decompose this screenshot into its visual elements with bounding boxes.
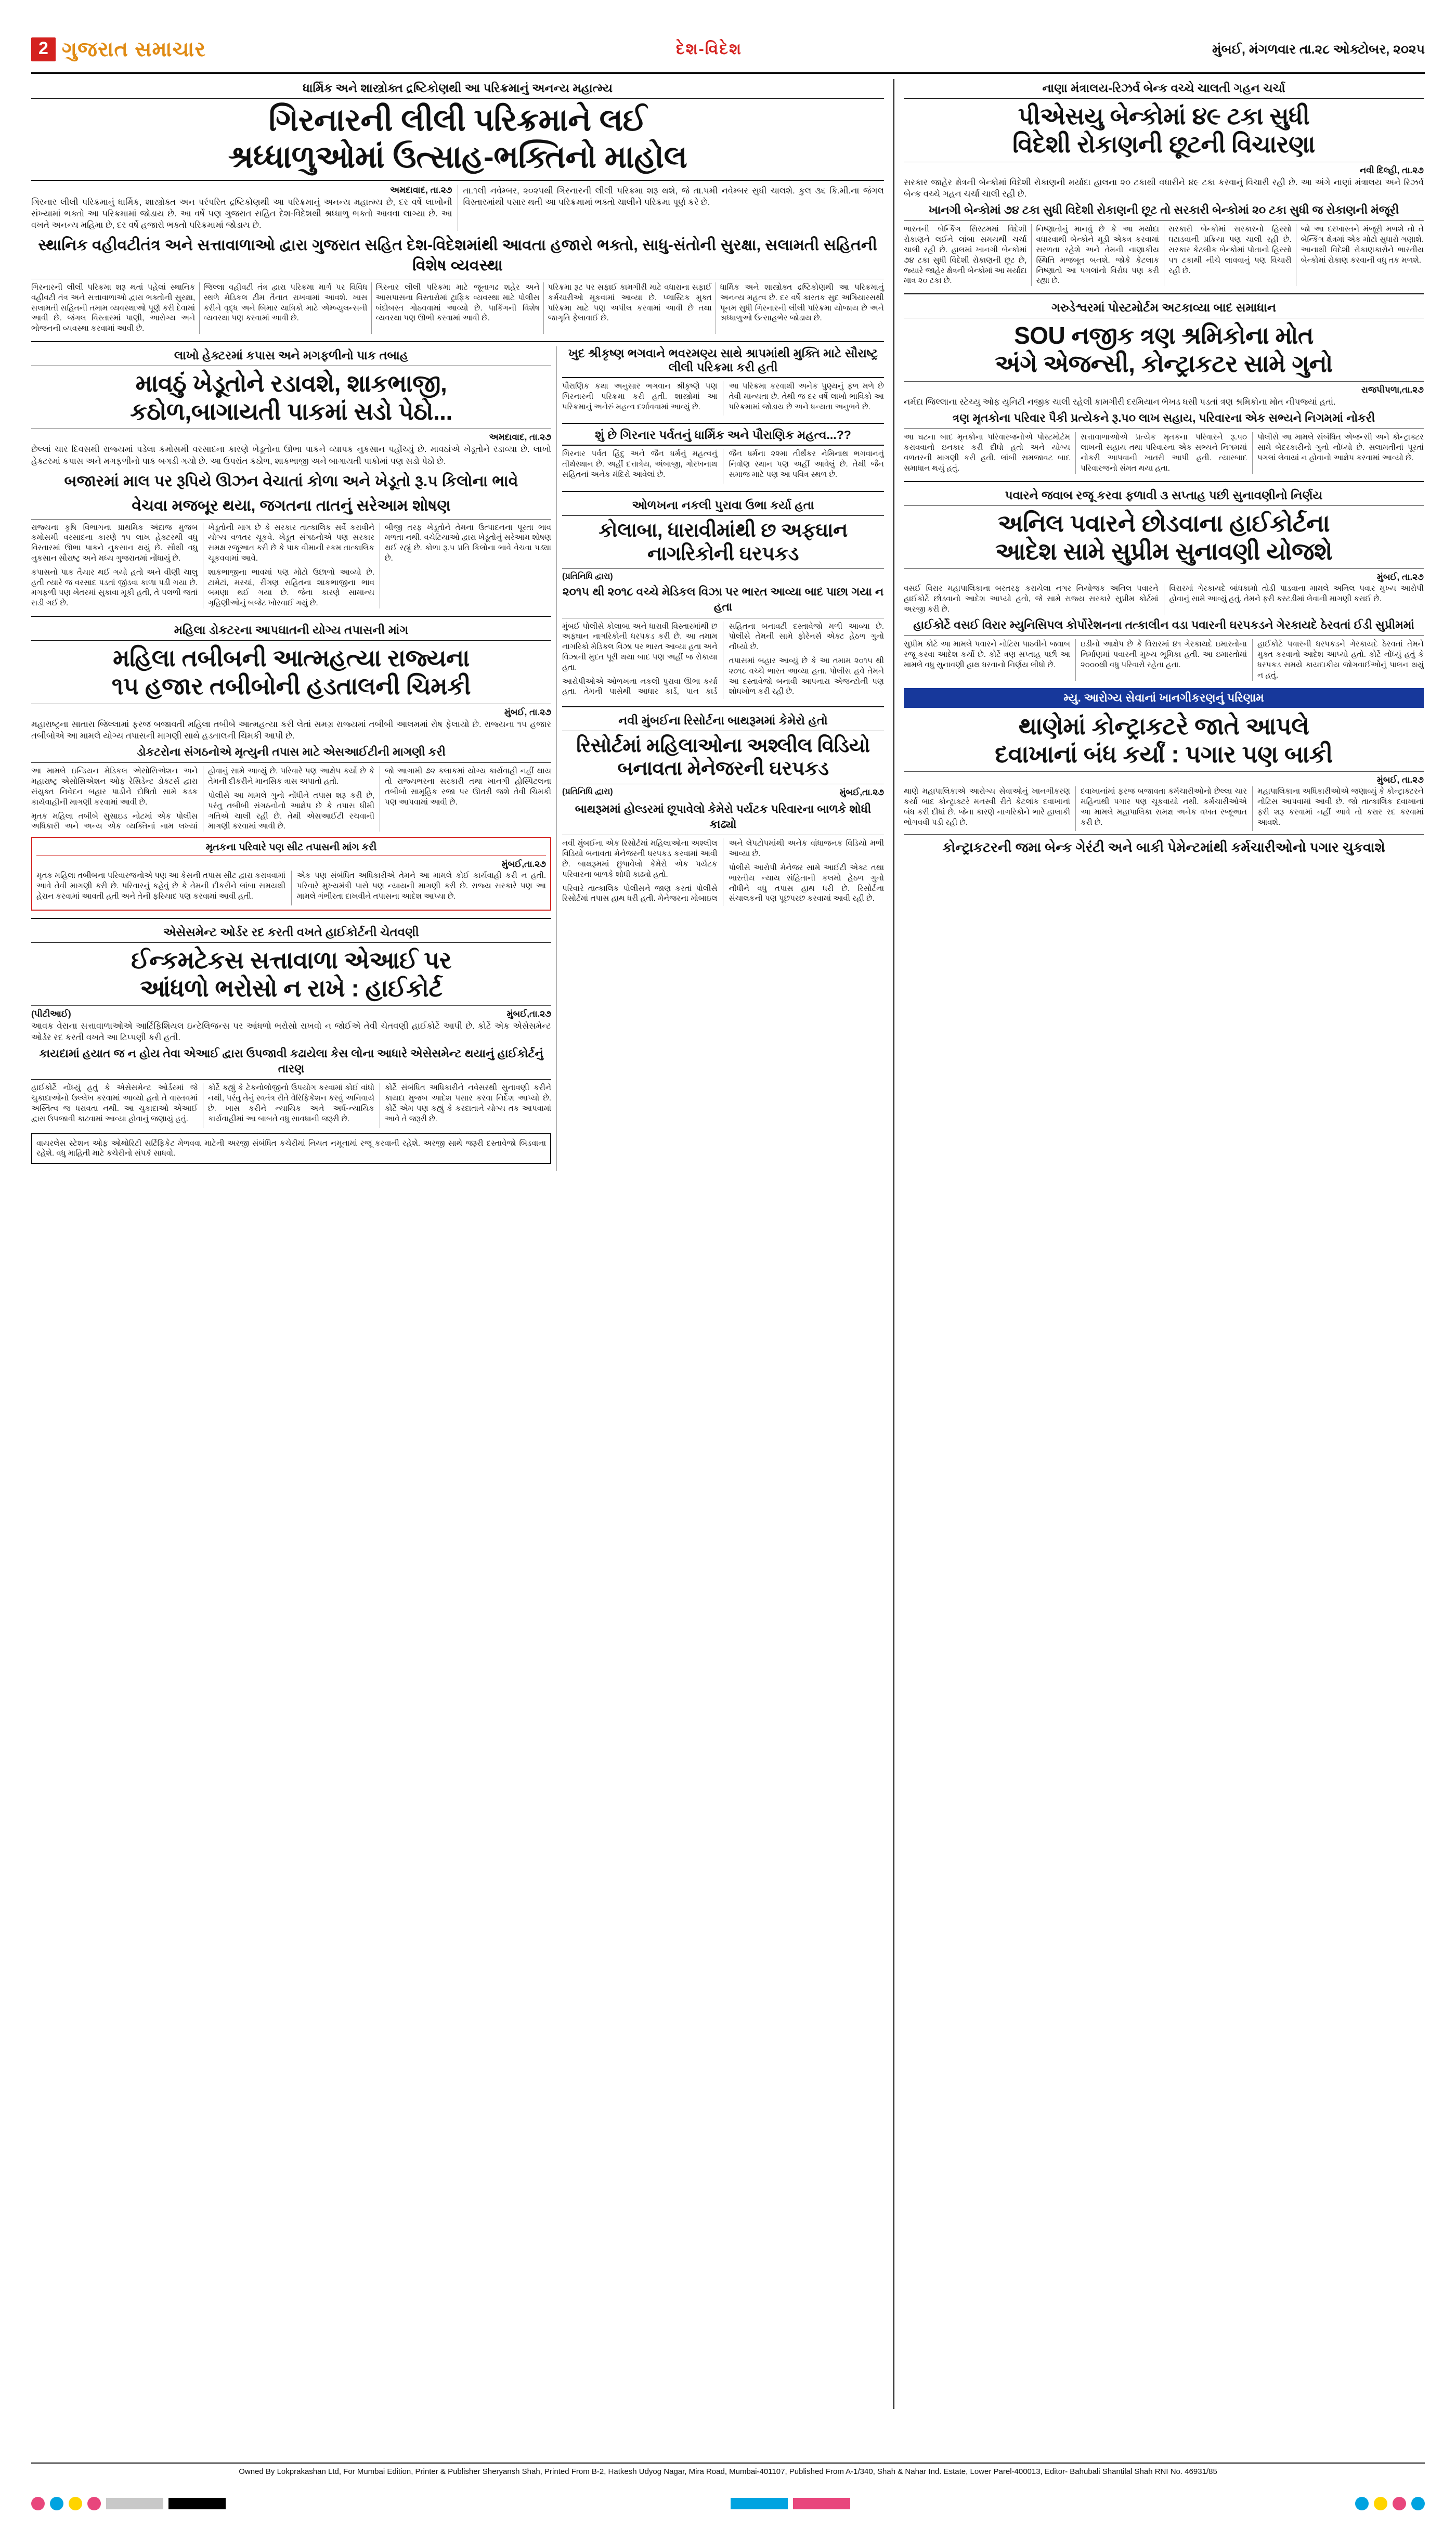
r4-dateline: મુંબઈ, તા.૨૭ bbox=[1376, 775, 1424, 785]
r2-para-2: સત્તાવાળાઓએ પ્રત્યેક મૃતકના પરિવારને રૂ.૫૦ લાખની સહાય તથા પરિવારના એક સભ્યને નિગમમાં નોકરી આપવાની ખાતરી આપી હતી. ત્યારબાદ પરિવારજનો સંમત થયા હતા. bbox=[1081, 433, 1247, 473]
r3-deck-row bbox=[904, 584, 1424, 614]
story3-para-1: આ મામલે ઇન્ડિયન મેડિકલ એસોસિએશન અને મહારાષ્ટ્ર એસોસિએશન ઓફ રેસિડેન્ટ ડોક્ટર્સ દ્વારા સંયુક્ત નિવેદન બહાર પાડીને દોષિતો સામે કડક કાર્યવાહીની માગણી કરવામાં આવી છે. bbox=[31, 767, 198, 807]
story5-para-1: પૌરાણિક કથા અનુસાર ભગવાન શ્રીકૃષ્ણે પણ ગિરનારની પરિક્રમા કરી હતી. શાસ્ત્રોમાં આ પરિક્રમાનું અનેરું મહત્વ દર્શાવવામાં આવ્યું છે. bbox=[562, 381, 718, 411]
story4-para-1: હાઈકોર્ટે નોંધ્યું હતું કે એસેસમેન્ટ ઓર્ડરમાં જે ચુકાદાઓનો ઉલ્લેખ કરવામાં આવ્યો હતો તે વાસ્તવમાં અસ્તિત્વ જ ધરાવતા નથી. આ ચુકાદાઓ એઆઈ દ્વારા ઉપજાવી કાઢવામાં આવ્યા હોવાનું જણાયું હતું. bbox=[31, 1083, 198, 1123]
r1-kicker: નાણા મંત્રાલય-રિઝર્વ બેન્ક વચ્ચે ચાલતી ગહન ચર્ચા bbox=[904, 79, 1424, 99]
lower-left-grid bbox=[31, 346, 884, 1171]
lead-para-3: ગિરનાર લીલી પરિક્રમા માટે જૂનાગઢ શહેર અને આસપાસના વિસ્તારોમાં ટ્રાફિક વ્યવસ્થા માટે પોલીસ બંદોબસ્ત ગોઠવવામાં આવ્યો છે. પાર્કિંગની વિશેષ વ્યવસ્થા પણ ઊભી કરવામાં આવી છે. bbox=[375, 282, 540, 323]
story3-box-columns bbox=[36, 871, 546, 905]
story6-para-3: તપાસમાં બહાર આવ્યું છે કે આ તમામ ૨૦૧૫ થી ૨૦૧૮ વચ્ચે ભારત આવ્યા હતા. પોલીસ હવે તેમને આ દસ્તાવેજો બનાવી આપનારા એજન્ટોની પણ શોધખોળ કરી રહી છે. bbox=[729, 656, 884, 696]
story5-para-2: આ પરિક્રમા કરવાથી અનેક પુણ્યનું ફળ મળે છે તેવી માન્યતા છે. તેથી જ દર વર્ષે લાખો ભાવિકો આ પરિક્રમામાં જોડાય છે અને ધન્યતા અનુભવે છે. bbox=[729, 381, 884, 411]
story6-subhead: ૨૦૧૫ થી ૨૦૧૮ વચ્ચે મેડિકલ વિઝા પર ભારત આવ્યા બાદ પાછા ગયા ન હતા bbox=[562, 585, 884, 618]
r3-columns bbox=[904, 639, 1424, 680]
story5-title: ખુદ શ્રીકૃષ્ણ ભગવાને ભવરમણ્ય સાથે શ્રાપમાંથી મુક્તિ માટે સૌરાષ્ટ્ર લીલી પરિક્રમા કરી હતી bbox=[562, 346, 884, 378]
masthead bbox=[31, 31, 1425, 74]
story-resort-camera bbox=[562, 711, 884, 906]
r3-para-1: સુપ્રીમ કોર્ટે આ મામલે પવારને નોટિસ પાઠવીને જવાબ રજૂ કરવા આદેશ કર્યો છે. કોર્ટે ત્રણ સપ્તાહ પછી આ મામલે વધુ સુનાવણી હાથ ધરવાનો નિર્ણય લીધો છે. bbox=[904, 640, 1070, 670]
reg-dot-1 bbox=[31, 2497, 45, 2510]
story3-dateline: મુંબઈ, તા.૨૭ bbox=[504, 707, 551, 717]
r2-columns bbox=[904, 432, 1424, 474]
lead-headline-line2: શ્રધ્ધાળુઓમાં ઉત્સાહ-ભક્તિનો માહોલ bbox=[228, 139, 687, 174]
reg-swatch-1 bbox=[106, 2498, 163, 2509]
r4-columns bbox=[904, 786, 1424, 831]
lead-deck-row bbox=[31, 185, 884, 231]
story6-para-1: મુંબઈ પોલીસે કોલાબા અને ધારાવી વિસ્તારમાંથી છ અફઘાન નાગરિકોની ધરપકડ કરી છે. આ તમામ નાગરિકો મેડિકલ વિઝા પર ભારત આવ્યા હતા અને વિઝાની મુદત પૂરી થયા બાદ પણ અહીં જ રોકાયા હતા. bbox=[562, 621, 718, 672]
lead-dateline: અમદાવાદ, તા.૨૭ bbox=[390, 185, 452, 195]
reg-swatch-3 bbox=[731, 2498, 788, 2509]
r3-para-3: હાઈકોર્ટે પવારની ધરપકડને ગેરકાયદે ઠેરવતાં તેમને મુક્ત કરવાનો આદેશ આપ્યો હતો. કોર્ટે નોંધ્યું હતું કે ધરપકડ સમયે કાયદાકીય જોગવાઈઓનું પાલન થયું ન હતું. bbox=[1257, 640, 1424, 680]
right-column-zone bbox=[894, 79, 1424, 2409]
left-secondary-zone bbox=[562, 346, 884, 1171]
story3-subhead: ડોકટરોના સંગઠનોએ મૃત્યુની તપાસ માટે એસઆઈટીની માગણી કરી bbox=[31, 745, 551, 763]
story3-headline-line2: ૧૫ હજાર તબીબોની હડતાલની ચિમકી bbox=[111, 672, 471, 700]
story-anil-pawar-supreme-court bbox=[904, 486, 1424, 681]
color-registration-bar bbox=[31, 2496, 1425, 2511]
story3-box-title: મૃતકના પરિવારે પણ સીટ તપાસની માંગ કરી bbox=[36, 842, 546, 856]
story2-deck: છેલ્લાં ચાર દિવસથી રાજ્યમાં પડેલા કમોસમી વરસાદના કારણે ખેડૂતોના ઊભા પાકને વ્યાપક નુકસાન પહોંચ્યું છે. માવઠાંએ ખેડૂતોને રડાવ્યા છે. લાખો હેક્ટરમાં કપાસ અને મગફળીનો પાક બગડી ગયો છે. આ ઉપરાંત કઠોળ, શાકભાજી અને બાગાયતી પાકોમાં પણ સડો પેઠો છે. bbox=[31, 445, 551, 466]
story4-notice-box bbox=[31, 1133, 551, 1164]
story-sou-workers-death bbox=[904, 299, 1424, 474]
issue-dateline: મુંબઈ, મંગળવાર તા.૨૮ ઓક્ટોબર, ૨૦૨૫ bbox=[1212, 42, 1425, 57]
story2-para-2: કપાસનો પાક તૈયાર થઈ ગયો હતો અને વીણી ચાલુ હતી ત્યારે જ વરસાદ પડતાં જીંડવા કાળા પડી ગયા છે. મગફળી પણ ખેતરમાં સુકાવા મૂકી હતી, તે પલળી જતાં સડી ગઈ છે. bbox=[31, 567, 198, 608]
story3-para-4: જો આગામી ૭૨ કલાકમાં યોગ્ય કાર્યવાહી નહીં થાય તો રાજ્યભરના સરકારી તથા ખાનગી હોસ્પિટલના તબીબો સામૂહિક રજા પર ઊતરી જશે તેવી ચિમકી પણ આપવામાં આવી છે. bbox=[385, 767, 551, 807]
story4-agency: (પીટીઆઈ) bbox=[31, 1009, 71, 1019]
story2-dateline: અમદાવાદ, તા.૨૭ bbox=[489, 432, 551, 443]
reg-dot-4 bbox=[87, 2497, 101, 2510]
story2-para-3: ખેડૂતોની માગ છે કે સરકાર તાત્કાલિક સર્વે કરાવીને યોગ્ય વળતર ચૂકવે. ખેડૂત સંગઠનોએ પણ સરકાર સમક્ષ રજૂઆત કરી છે કે પાક વીમાની રકમ તાત્કાલિક ચૂકવવામાં આવે. bbox=[208, 523, 374, 563]
r4-para-2: દવાખાનાંમાં ફરજ બજાવતા કર્મચારીઓનો છેલ્લા ચાર મહિનાથી પગાર પણ ચૂકવાયો નથી. કર્મચારીઓએ આ મામલે મહાપાલિકા સમક્ષ અનેક વખત રજૂઆત કરી છે. bbox=[1081, 787, 1247, 827]
reg-dot-3 bbox=[69, 2497, 82, 2510]
reg-dot-8 bbox=[1411, 2497, 1425, 2510]
imprint-footer bbox=[31, 2463, 1425, 2477]
lead-deck-right-wrap bbox=[463, 185, 885, 231]
lead-deck-left: ગિરનાર લીલી પરિક્રમાનું ધાર્મિક, શાસ્ત્રોક્ત અન પરંપરિત દ્રષ્ટિકોણથી આ પરિક્રમાનું અનન્ય મહાત્મ્ય છે, દર વર્ષે લાખોની સંખ્યામાં ભક્તો આ પરિક્રમામાં જોડાય છે. આ વર્ષે પણ ગુજરાત સહિત દેશ-વિદેશથી શ્રધ્ધાળુ ભક્તો આવવા લાગ્યા છે. આ વખતે અનન્ય મહિમા છે, દર વર્ષે હજારો ભક્તો પરિક્રમામાં જોડાય છે. bbox=[31, 197, 452, 230]
story4-subhead: કાયદામાં હયાત જ ન હોય તેવા એઆઈ દ્વારા ઉપજાવી કઢાયેલા કેસ લોના આધારે એસેસમેન્ટ થયાનું હાઈકોર્ટનું તારણ bbox=[31, 1046, 551, 1080]
story6-columns bbox=[562, 621, 884, 699]
r2-kicker: ગરુડેશ્વરમાં પોસ્ટમોર્ટમ અટકાવ્યા બાદ સમાધાન bbox=[904, 299, 1424, 318]
story-crop-damage bbox=[31, 346, 551, 608]
story2-columns bbox=[31, 523, 551, 608]
story6-agency: (પ્રતિનિધિ દ્વારા) bbox=[562, 572, 613, 581]
page-body bbox=[31, 79, 1425, 2409]
r1-headline-line1: પીએસયુ બેન્કોમાં ૪૯ ટકા સુધી bbox=[1018, 102, 1310, 129]
r4-headline-line2: દવાખાનાં બંધ કર્યાં : પગાર પણ બાકી bbox=[995, 740, 1333, 768]
story-krishna-parikrama bbox=[562, 346, 884, 416]
story7-byline-row bbox=[562, 787, 884, 799]
story3-para-2: મૃતક મહિલા તબીબે સુસાઇડ નોટમાં એક પોલીસ અધિકારી અને અન્ય એક વ્યક્તિનાં નામ લખ્યાં હોવાનું સામે આવ્યું છે. પરિવારે પણ આક્ષેપ કર્યો છે કે તેમની દીકરીને માનસિક ત્રાસ અપાતો હતો. bbox=[31, 767, 374, 831]
story2-para-4: શાકભાજીના ભાવમાં પણ મોટો ઉછાળો આવ્યો છે. ટામેટાં, મરચાં, રીંગણ સહિતના શાકભાજીના ભાવ બમણા થઈ ગયા છે. જેના કારણે સામાન્ય ગૃહિણીઓનું બજેટ ખોરવાઈ ગયું છે. bbox=[208, 567, 374, 608]
story2-subhead-2: વેચવા મજબૂર થયા, જગતના તાતનું સરેઆમ શોષણ bbox=[132, 497, 451, 514]
r1-para-4: જો આ દરખાસ્તને મંજૂરી મળશે તો તે બેન્કિંગ ક્ષેત્રમાં એક મોટો સુધારો ગણાશે. આનાથી વિદેશી રોકાણકારોને ભારતીય બેન્કોમાં રોકાણ કરવાની વધુ તક મળશે. bbox=[1301, 225, 1424, 265]
story7-agency: (પ્રતિનિધિ દ્વારા) bbox=[562, 787, 613, 797]
r1-para-2: નિષ્ણાતોનું માનવું છે કે આ મર્યાદા વધારવાથી બેન્કોને મૂડી એકત્ર કરવામાં સરળતા રહેશે અને તેમની નાણાકીય સ્થિતિ મજબૂત બનશે. જોકે કેટલાક નિષ્ણાતો આ પગલાંનો વિરોધ પણ કરી રહ્યા છે. bbox=[1036, 225, 1159, 286]
story5-columns2 bbox=[562, 449, 884, 483]
story4-deck: આવક વેરાના સત્તાવાળાઓએ આર્ટિફિશિયલ ઇન્ટેલિજન્સ પર આંધળો ભરોસો રાખવો ન જોઈએ તેવી ચેતવણી હાઈકોર્ટે આપી છે. કોર્ટે એક એસેસમેન્ટ ઓર્ડર રદ કરતી વખતે આ ટિપ્પણી કરી હતી. bbox=[31, 1021, 551, 1043]
story4-headline-line1: ઈન્કમટેકસ સત્તાવાળા એઆઈ પર bbox=[131, 946, 451, 974]
r3-subhead: હાઈકોર્ટે વસઈ વિરાર મ્યુનિસિપલ કોર્પોરેશનના તત્કાલીન વડા પવારની ઘરપકડને ગેરકાયદે ઠેરવતાં ઈડી સુપ્રીમમાં bbox=[904, 618, 1424, 637]
paper-name: ગુજરાત સમાચાર bbox=[61, 37, 206, 61]
r2-headline-line1: SOU નજીક ત્રણ શ્રમિકોના મોત bbox=[1014, 322, 1314, 349]
story3-deck: મહારાષ્ટ્રના સાતારા જિલ્લામાં ફરજ બજાવતી મહિલા તબીબે આત્મહત્યા કરી લેતાં સમગ્ર રાજ્યમાં તબીબી આલમમાં રોષ ફેલાયો છે. રાજ્યના ૧૫ હજાર તબીબોએ આ મામલે યોગ્ય તપાસની માગણી સાથે હડતાલની ચિમકી આપી છે. bbox=[31, 719, 551, 741]
r3-headline-line1: અનિલ પવારને છોડવાના હાઈકોર્ટના bbox=[997, 509, 1330, 537]
r2-subhead: ત્રણ મૃતકોના પરિવાર પૈકી પ્રત્યેકને રૂ.૫૦ લાખ સહાય, પરિવારના એક સભ્યને નિગમમાં નોકરી bbox=[904, 411, 1424, 430]
story-afghan-arrests bbox=[562, 496, 884, 699]
left-column-zone bbox=[31, 79, 894, 2409]
r3-kicker: પવારને જવાબ રજૂ કરવા ફળાવી ૩ સપ્તાહ પછી સુનાવણીનો નિર્ણય bbox=[904, 486, 1424, 506]
story3-para-3: પોલીસે આ મામલે ગુનો નોંધીને તપાસ શરૂ કરી છે, પરંતુ તબીબી સંગઠનોનો આક્ષેપ છે કે તપાસ ધીમી ગતિએ ચાલી રહી છે. તેથી એસઆઈટી રચવાની માગણી કરવામાં આવી છે. bbox=[208, 791, 374, 831]
r4-headline-line1: થાણેમાં કોન્ટ્રાકટરે જાતે આપલે bbox=[1018, 712, 1309, 740]
lead-para-4: પરિક્રમા રૂટ પર સફાઈ કામગીરી માટે વધારાના સફાઈ કર્મચારીઓ મૂકવામાં આવ્યા છે. પ્લાસ્ટિક મુક્ત પરિક્રમા માટે પણ અપીલ કરવામાં આવી છે તથા જાગૃતિ ફેલાવાઈ છે. bbox=[548, 282, 712, 323]
story2-kicker: લાખો હેક્ટરમાં કપાસ અને મગફળીનો પાક તબાહ bbox=[31, 346, 551, 366]
r1-deck: સરકાર જાહેર ક્ષેત્રની બેન્કોમાં વિદેશી રોકાણની મર્યાદા હાલના ૨૦ ટકાથી વધારીને ૪૯ ટકા કરવાનું વિચારી રહી છે. આ અંગે નાણાં મંત્રાલય અને રિઝર્વ બેન્ક વચ્ચે ગહન ચર્ચા ચાલી રહી છે. bbox=[904, 177, 1424, 199]
lead-deck-left-wrap bbox=[31, 185, 452, 231]
r3-deck-left: વસઈ વિરાર મહાપાલિકાના બરતરફ કરાયેલા નગર નિયોજક અનિલ પવારને હાઈકોર્ટે છોડવાનો આદેશ આપ્યો હતો, જે સામે રાજ્ય સરકારે સુપ્રીમ કોર્ટમાં અરજી કરી છે. bbox=[904, 584, 1159, 614]
reg-swatch-2 bbox=[168, 2498, 226, 2509]
story4-para-2: કોર્ટે કહ્યું કે ટેકનોલોજીનો ઉપયોગ કરવામાં કોઈ વાંધો નથી, પરંતુ તેનું સ્વતંત્ર રીતે વેરિફિકેશન કરવું અનિવાર્ય છે. ખાસ કરીને ન્યાયિક અને અર્ધ-ન્યાયિક કાર્યવાહીમાં આ બાબતે વધુ સાવધાની જરૂરી છે. bbox=[208, 1083, 374, 1123]
story5-columns bbox=[562, 381, 884, 416]
lead-para-5: ધાર્મિક અને શાસ્ત્રોક્ત દ્રષ્ટિકોણથી આ પરિક્રમાનું અનન્ય મહત્વ છે. દર વર્ષે કારતક સુદ અગિયારસથી પૂનમ સુધી ગિરનારની લીલી પરિક્રમા યોજાય છે અને શ્રધ્ધાળુઓ ઉત્સાહભેર જોડાય છે. bbox=[720, 282, 884, 323]
story4-para-3: કોર્ટે સંબંધિત અધિકારીને નવેસરથી સુનાવણી કરીને કાયદા મુજબ આદેશ પસાર કરવા નિર્દેશ આપ્યો છે. કોર્ટે એમ પણ કહ્યું કે કરદાતાને યોગ્ય તક આપવામાં આવે તે જરૂરી છે. bbox=[385, 1083, 551, 1123]
r2-headline-line2: અંગે એજન્સી, કોન્ટ્રાકટર સામે ગુનો bbox=[995, 350, 1333, 378]
story3-headline-line1: મહિલા તબીબની આત્મહત્યા રાજ્યના bbox=[113, 644, 470, 672]
r3-deck-right: વિરારમાં ગેરકાયદે બાંધકામો તોડી પાડવાના મામલે અનિલ પવાર મુખ્ય આરોપી હોવાનું સામે આવ્યું હતું. તેમને ફરી કસ્ટડીમાં લેવાની માગણી કરાઈ છે. bbox=[1169, 584, 1424, 604]
story4-byline-row bbox=[31, 1009, 551, 1020]
story3-kicker: મહિલા ડોકટરના આપઘાતની યોગ્ય તપાસની માંગ bbox=[31, 621, 551, 641]
story5b-para-1: ગિરનાર પર્વત હિંદુ અને જૈન ધર્મનું મહત્વનું તીર્થસ્થાન છે. અહીં દત્તાત્રેય, અંબાજી, ગોરખનાથ સહિતનાં અનેક મંદિરો આવેલાં છે. bbox=[562, 449, 718, 479]
r1-dateline: નવી દિલ્હી, તા.૨૭ bbox=[1359, 165, 1424, 175]
story-psu-bank-fdi bbox=[904, 79, 1424, 286]
r1-para-1: ભારતની બેન્કિંગ સિસ્ટમમાં વિદેશી રોકાણને લઈને લાંબા સમયથી ચર્ચા ચાલી રહી છે. હાલમાં ખાનગી બેન્કોમાં ૭૪ ટકા સુધી વિદેશી રોકાણની છૂટ છે, જ્યારે જાહેર ક્ષેત્રની બેન્કોમાં આ મર્યાદા માત્ર ૨૦ ટકા છે. bbox=[904, 225, 1027, 286]
r2-para-3: પોલીસે આ મામલે સંબંધિત એજન્સી અને કોન્ટ્રાક્ટર સામે બેદરકારીનો ગુનો નોંધ્યો છે. સલામતીનાં પૂરતાં પગલાં લેવાયાં ન હોવાનો આક્ષેપ કરવામાં આવ્યો છે. bbox=[1257, 433, 1424, 462]
lead-para-2: જિલ્લા વહીવટી તંત્ર દ્વારા પરિક્રમા માર્ગ પર વિવિધ સ્થળે મેડિકલ ટીમ તૈનાત રાખવામાં આવશે. ખાસ કરીને વૃદ્ધ અને બિમાર યાત્રિકો માટે એમ્બ્યુલન્સની વ્યવસ્થા પણ કરવામાં આવી છે. bbox=[203, 282, 368, 323]
story3-columns bbox=[31, 766, 551, 832]
masthead-left bbox=[31, 37, 206, 61]
lead-para-1: ગિરનારની લીલી પરિક્રમા શરૂ થતાં પહેલાં સ્થાનિક વહીવટી તંત્ર અને સત્તાવાળાઓ દ્વારા ભક્તોની સુરક્ષા, સલામતી સહિતની તમામ વ્યવસ્થાઓ પૂર્ણ કરી દેવામાં આવી છે. જંગલ વિસ્તારમાં પાણી, આરોગ્ય અને ભોજનની વ્યવસ્થા કરવામાં આવી છે. bbox=[31, 282, 196, 333]
r2-dateline: રાજપીપળા,તા.૨૭ bbox=[1361, 384, 1424, 395]
lead-body-columns bbox=[31, 282, 884, 334]
story-doctor-suicide bbox=[31, 621, 551, 911]
story7-headline: રિસોર્ટમાં મહિલાઓના અશ્લીલ વિડિયો બનાવતા મેનેજરની ઘરપકડ bbox=[576, 734, 870, 780]
left-sub-zone bbox=[31, 346, 551, 1171]
story2-para-5: બીજી તરફ ખેડૂતોને તેમના ઉત્પાદનના પૂરતા ભાવ મળતા નથી. વચેટિયાઓ દ્વારા ખેડૂતોનું સરેઆમ શોષણ થઈ રહ્યું છે. કોળા રૂ.૫ પ્રતિ કિલોના ભાવે વેચવા પડ્યા છે. bbox=[385, 523, 551, 563]
story-income-tax-ai bbox=[31, 923, 551, 1164]
story2-subhead-1: બજારમાં માલ પર રૂપિયે ઊઝન વેચાતાં કોળા અને ખેડૂતો રૂ.૫ કિલોના ભાવે bbox=[64, 472, 518, 490]
imprint-text: Owned By Lokprakashan Ltd, For Mumbai Edition, Printer & Publisher Sheryansh Shah, Printed From B-2, Hatkesh Udyog Nagar, Mira Road, Mumbai-401107, Published From A-1/340, Shah & Nahar Ind. Estate, Lower Parel-400013, Editor- Bahubali Shantilal Shah RNI No. 46931/85 bbox=[239, 2467, 1217, 2476]
story2-para-1: રાજ્યના કૃષિ વિભાગના પ્રાથમિક અંદાજ મુજબ કમોસમી વરસાદના કારણે ૧૫ લાખ હેક્ટરથી વધુ વિસ્તારમાં ઊભા પાકને નુકસાન થયું છે. સૌથી વધુ નુકસાન સૌરાષ્ટ્ર અને મધ્ય ગુજરાતમાં નોંધાયું છે. bbox=[31, 523, 198, 563]
r3-para-2: ઇડીનો આક્ષેપ છે કે વિરારમાં ૪૧ ગેરકાયદે ઇમારતોના નિર્માણમાં પવારની મુખ્ય ભૂમિકા હતી. આ ઇમારતોમાં ૨૦૦૦થી વધુ પરિવારો રહેતા હતા. bbox=[1081, 640, 1247, 670]
story6-para-2: આરોપીઓએ ઓળખના નકલી પુરાવા ઊભા કર્યા હતા. તેમની પાસેથી આધાર કાર્ડ, પાન કાર્ડ સહિતના બનાવટી દસ્તાવેજો મળી આવ્યા છે. પોલીસે તેમની સામે ફોરેનર્સ એક્ટ હેઠળ ગુનો નોંધ્યો છે. bbox=[562, 621, 884, 696]
lead-deck-right: તા.૧લી નવેમ્બર, ૨૦૨૫થી ગિરનારની લીલી પરિક્રમા શરૂ થશે, જે તા.૫મી નવેમ્બર સુધી ચાલશે. કુલ ૩૬ કિ.મી.ના જંગલ વિસ્તારમાંથી પસાર થતી આ પરિક્રમામાં ભક્તો ચાલીને પરિક્રમા પૂર્ણ કરે છે. bbox=[463, 186, 884, 207]
story3-box-para-1: મૃતક મહિલા તબીબના પરિવારજનોએ પણ આ કેસની તપાસ સીટ દ્વારા કરાવવામાં આવે તેવી માગણી કરી છે. પરિવારનું કહેવું છે કે તેમની દીકરીને લાંબા સમયથી હેરાન કરવામાં આવતી હતી અને તેની ફરિયાદ પણ કરવામાં આવી હતી. bbox=[36, 871, 285, 901]
lead-subkicker: સ્થાનિક વહીવટીતંત્ર અને સત્તાવાળાઓ દ્વારા ગુજરાત સહિત દેશ-વિદેશમાંથી આવતા હજારો ભક્તો, સાધુ-સંતોની સુરક્ષા, સલામતી સહિતની વિશેષ વ્યવસ્થા bbox=[38, 236, 877, 274]
story4-columns bbox=[31, 1083, 551, 1128]
story7-para-3: પોલીસે આરોપી મેનેજર સામે આઈટી એક્ટ તથા ભારતીય ન્યાય સંહિતાની કલમો હેઠળ ગુનો નોંધીને વધુ તપાસ હાથ ધરી છે. રિસોર્ટના સંચાલકની પણ પૂછપરછ કરવામાં આવી રહી છે. bbox=[729, 863, 884, 903]
page-number: 2 bbox=[31, 37, 56, 61]
r1-subhead: ખાનગી બેન્કોમાં ૭૪ ટકા સુધી વિદેશી રોકાણની છૂટ તો સરકારી બેન્કોમાં ૨૦ ટકા સુધી જ રોકાણની મંજૂરી bbox=[904, 203, 1424, 222]
reg-dot-6 bbox=[1374, 2497, 1387, 2510]
r4-para-3: મહાપાલિકાના અધિકારીઓએ જણાવ્યું કે કોન્ટ્રાક્ટરને નોટિસ આપવામાં આવી છે. જો તાત્કાલિક દવાખાનાં ફરી શરૂ કરવામાં નહીં આવે તો કરાર રદ કરવામાં આવશે. bbox=[1257, 787, 1424, 827]
story7-columns bbox=[562, 838, 884, 905]
r4-para-1: થાણે મહાપાલિકાએ આરોગ્ય સેવાઓનું ખાનગીકરણ કર્યા બાદ કોન્ટ્રાક્ટરે મનસ્વી રીતે કેટલાંક દવાખાનાં બંધ કરી દીધાં છે. જેના કારણે નાગરિકોને ભારે હાલાકી ભોગવવી પડી રહી છે. bbox=[904, 787, 1070, 827]
r1-para-3: સરકારી બેન્કોમાં સરકારનો હિસ્સો ઘટાડવાની પ્રક્રિયા પણ ચાલી રહી છે. સરકાર કેટલીક બેન્કોમાં પોતાનો હિસ્સો ૫૧ ટકાથી નીચે લાવવાનું પણ વિચારી રહી છે. bbox=[1168, 225, 1292, 275]
reg-dot-5 bbox=[1355, 2497, 1369, 2510]
lead-kicker: ધાર્મિક અને શાસ્ત્રોક્ત દ્રષ્ટિકોણથી આ પરિક્રમાનું અનન્ય મહાત્મ્ય bbox=[31, 79, 884, 99]
lead-headline-line1: ગિરનારની લીલી પરિક્રમાને લઈ bbox=[268, 102, 647, 137]
r1-headline-line2: વિદેશી રોકાણની છૂટની વિચારણા bbox=[1012, 131, 1315, 158]
r4-blue-kicker: મ્યુ. આરોગ્ય સેવાનાં ખાનગીકરણનું પરિણામ bbox=[904, 688, 1424, 708]
story-thane-clinics-closed bbox=[904, 688, 1424, 857]
story6-kicker: ઓળખના નકલી પુરાવા ઉભા કર્યા હતા bbox=[562, 496, 884, 516]
r1-columns bbox=[904, 224, 1424, 286]
story6-headline: કોલાબા, ધારાવીમાંથી છ અફઘાન નાગરિકોની ઘરપકડ bbox=[599, 519, 848, 565]
story7-para-2: પરિવારે તાત્કાલિક પોલીસને જાણ કરતાં પોલીસે રિસોર્ટમાં તપાસ હાથ ધરી હતી. મેનેજરના મોબાઇલ અને લેપટોપમાંથી અનેક વાંધાજનક વિડિયો મળી આવ્યા છે. bbox=[562, 839, 884, 903]
story5b-para-2: જૈન ધર્મના ૨૨મા તીર્થંકર નેમિનાથ ભગવાનનું નિર્વાણ સ્થાન પણ અહીં આવેલું છે. તેથી જૈન સમાજ માટે પણ આ પવિત્ર સ્થળ છે. bbox=[729, 449, 884, 479]
story4-kicker: એસેસમેન્ટ ઓર્ડર રદ કરતી વખતે હાઈકોર્ટની ચેતવણી bbox=[31, 923, 551, 943]
story4-headline-line2: આંધળો ભરોસો ન રાખે : હાઈકોર્ટ bbox=[140, 974, 443, 1002]
section-title: દેશ-વિદેશ bbox=[675, 41, 743, 58]
r3-dateline: મુંબઈ, તા.૨૭ bbox=[1376, 572, 1424, 582]
story4-dateline: મુંબઈ,તા.૨૭ bbox=[506, 1009, 551, 1019]
story-girnar-significance bbox=[562, 428, 884, 483]
reg-swatch-4 bbox=[793, 2498, 850, 2509]
story3-box-para-2: એક પણ સંબંધિત અધિકારીએ તેમને આ મામલે કોઈ કાર્યવાહી કરી ન હતી. પરિવારે મુખ્યમંત્રી પાસે પણ ન્યાયની માગણી કરી છે. રાજ્ય સરકારે પણ આ મામલે ગંભીરતા દાખવીને તપાસના આદેશ આપ્યા છે. bbox=[297, 871, 546, 901]
story5-title2: શું છે ગિરનાર પર્વતનું ધાર્મિક અને પૌરાણિક મહત્વ...?? bbox=[562, 428, 884, 446]
story3-box-dateline: મુંબઈ,તા.૨૭ bbox=[501, 859, 546, 870]
story7-dateline: મુંબઈ,તા.૨૭ bbox=[839, 787, 884, 798]
story2-headline-line1: માવઠું ખેડૂતોને રડાવશે, શાકભાજી, bbox=[135, 369, 447, 397]
story4-notice-text: વાયરલેસ સ્ટેશન ઓફ ઓથોરિટી સર્ટિફિકેટ મેળવવા માટેની અરજી સંબંધિત કચેરીમાં નિયત નમૂનામાં રજૂ કરવાની રહેશે. અરજી સાથે જરૂરી દસ્તાવેજો બિડવાના રહેશે. વધુ માહિતી માટે કચેરીનો સંપર્ક સાધવો. bbox=[36, 1138, 546, 1158]
r2-deck: નર્મદા જિલ્લાના સ્ટેચ્યુ ઓફ યુનિટી નજીક ચાલી રહેલી કામગીરી દરમિયાન ભેખડ ધસી પડતાં ત્રણ શ્રમિકોના મોત નીપજ્યાં હતાં. bbox=[904, 397, 1336, 407]
r3-headline-line2: આદેશ સામે સુપ્રીમ સુનાવણી યોજશે bbox=[995, 538, 1332, 565]
lead-story bbox=[31, 79, 884, 334]
story3-sidebar-box bbox=[31, 837, 551, 910]
r4-footer-line: કોન્ટ્રાકટરની જમા બેન્ક ગેરંટી અને બાકી પેમેન્ટમાંથી કર્મચારીઓનો પગાર ચુકવાશે bbox=[942, 839, 1385, 856]
r2-para-1: આ ઘટના બાદ મૃતકોના પરિવારજનોએ પોસ્ટમોર્ટમ કરાવવાનો ઇનકાર કરી દીધો હતો અને યોગ્ય વળતરની માગણી કરી હતી. લાંબી સમજાવટ બાદ સમાધાન થયું હતું. bbox=[904, 433, 1070, 473]
story2-headline-line2: કઠોળ,બાગાયતી પાકમાં સડો પેઠો... bbox=[130, 398, 452, 425]
story7-subhead: બાથરૂમમાં હોલ્ડરમાં છૂપાવેલો કેમેરો પર્યટક પરિવારના બાળકે શોધી કાઢ્યો bbox=[562, 802, 884, 835]
reg-dot-2 bbox=[50, 2497, 63, 2510]
reg-dot-7 bbox=[1393, 2497, 1406, 2510]
story7-para-1: નવી મુંબઈના એક રિસોર્ટમાં મહિલાઓના અશ્લીલ વિડિયો બનાવતા મેનેજરની ધરપકડ કરવામાં આવી છે. બાથરૂમમાં છુપાવેલો કેમેરો એક પર્યટક પરિવારના બાળકે શોધી કાઢ્યો હતો. bbox=[562, 839, 718, 879]
story7-kicker: નવી મુંબઈના રિસોર્ટના બાથરૂમમાં કેમેરો હતો bbox=[562, 711, 884, 731]
